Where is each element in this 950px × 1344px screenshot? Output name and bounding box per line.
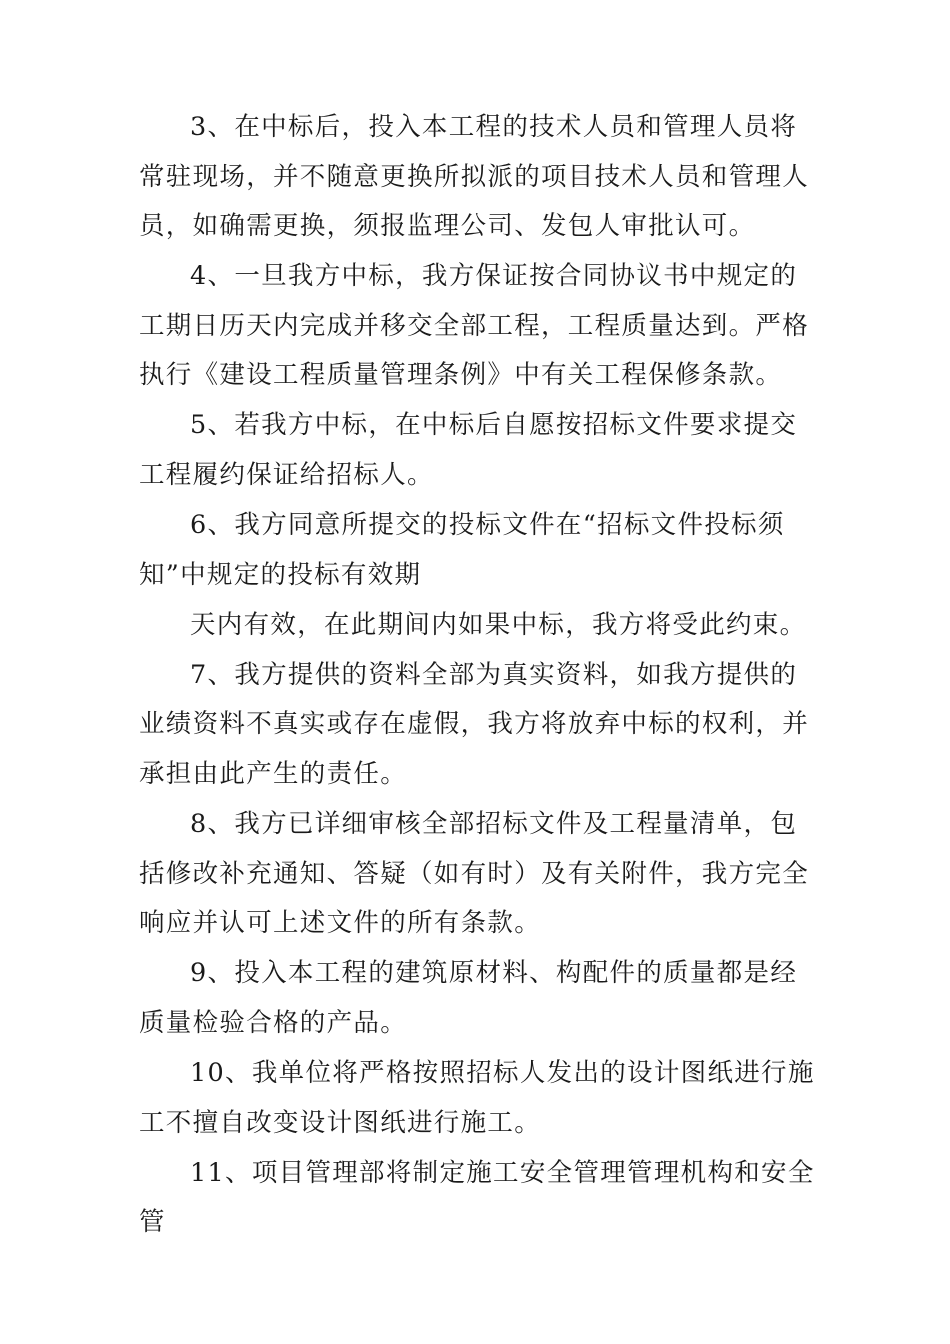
paragraph-item-6: 6、我方同意所提交的投标文件在“招标文件投标须知”中规定的投标有效期 <box>139 510 785 590</box>
paragraph-item-10: 10、我单位将严格按照招标人发出的设计图纸进行施工不擅自改变设计图纸进行施工。 <box>139 1058 815 1138</box>
paragraph-item-4: 4、一旦我方中标，我方保证按合同协议书中规定的工期日历天内完成并移交全部工程，工程质量达到。严格执行《建设工程质量管理条例》中有关工程保修条款。 <box>139 261 810 391</box>
paragraph-item-5: 5、若我方中标，在中标后自愿按招标文件要求提交工程履约保证给招标人。 <box>139 410 798 490</box>
document-body <box>139 103 819 1248</box>
paragraph-item-7: 7、我方提供的资料全部为真实资料，如我方提供的业绩资料不真实或存在虚假，我方将放弃中标的权利，并承担由此产生的责任。 <box>139 659 810 789</box>
paragraph-item-9: 9、投入本工程的建筑原材料、构配件的质量都是经质量检验合格的产品。 <box>139 958 798 1038</box>
paragraph-item-11: 11、项目管理部将制定施工安全管理管理机构和安全管 <box>139 1157 815 1238</box>
paragraph-item-6-continued: 天内有效，在此期间内如果中标，我方将受此约束。 <box>190 609 807 640</box>
paragraph-item-8: 8、我方已详细审核全部招标文件及工程量清单，包括修改补充通知、答疑（如有时）及有关附件，我方完全响应并认可上述文件的所有条款。 <box>139 809 810 939</box>
paragraph-item-3: 3、在中标后，投入本工程的技术人员和管理人员将常驻现场，并不随意更换所拟派的项目技术人员和管理人员，如确需更换，须报监理公司、发包人审批认可。 <box>139 112 810 241</box>
